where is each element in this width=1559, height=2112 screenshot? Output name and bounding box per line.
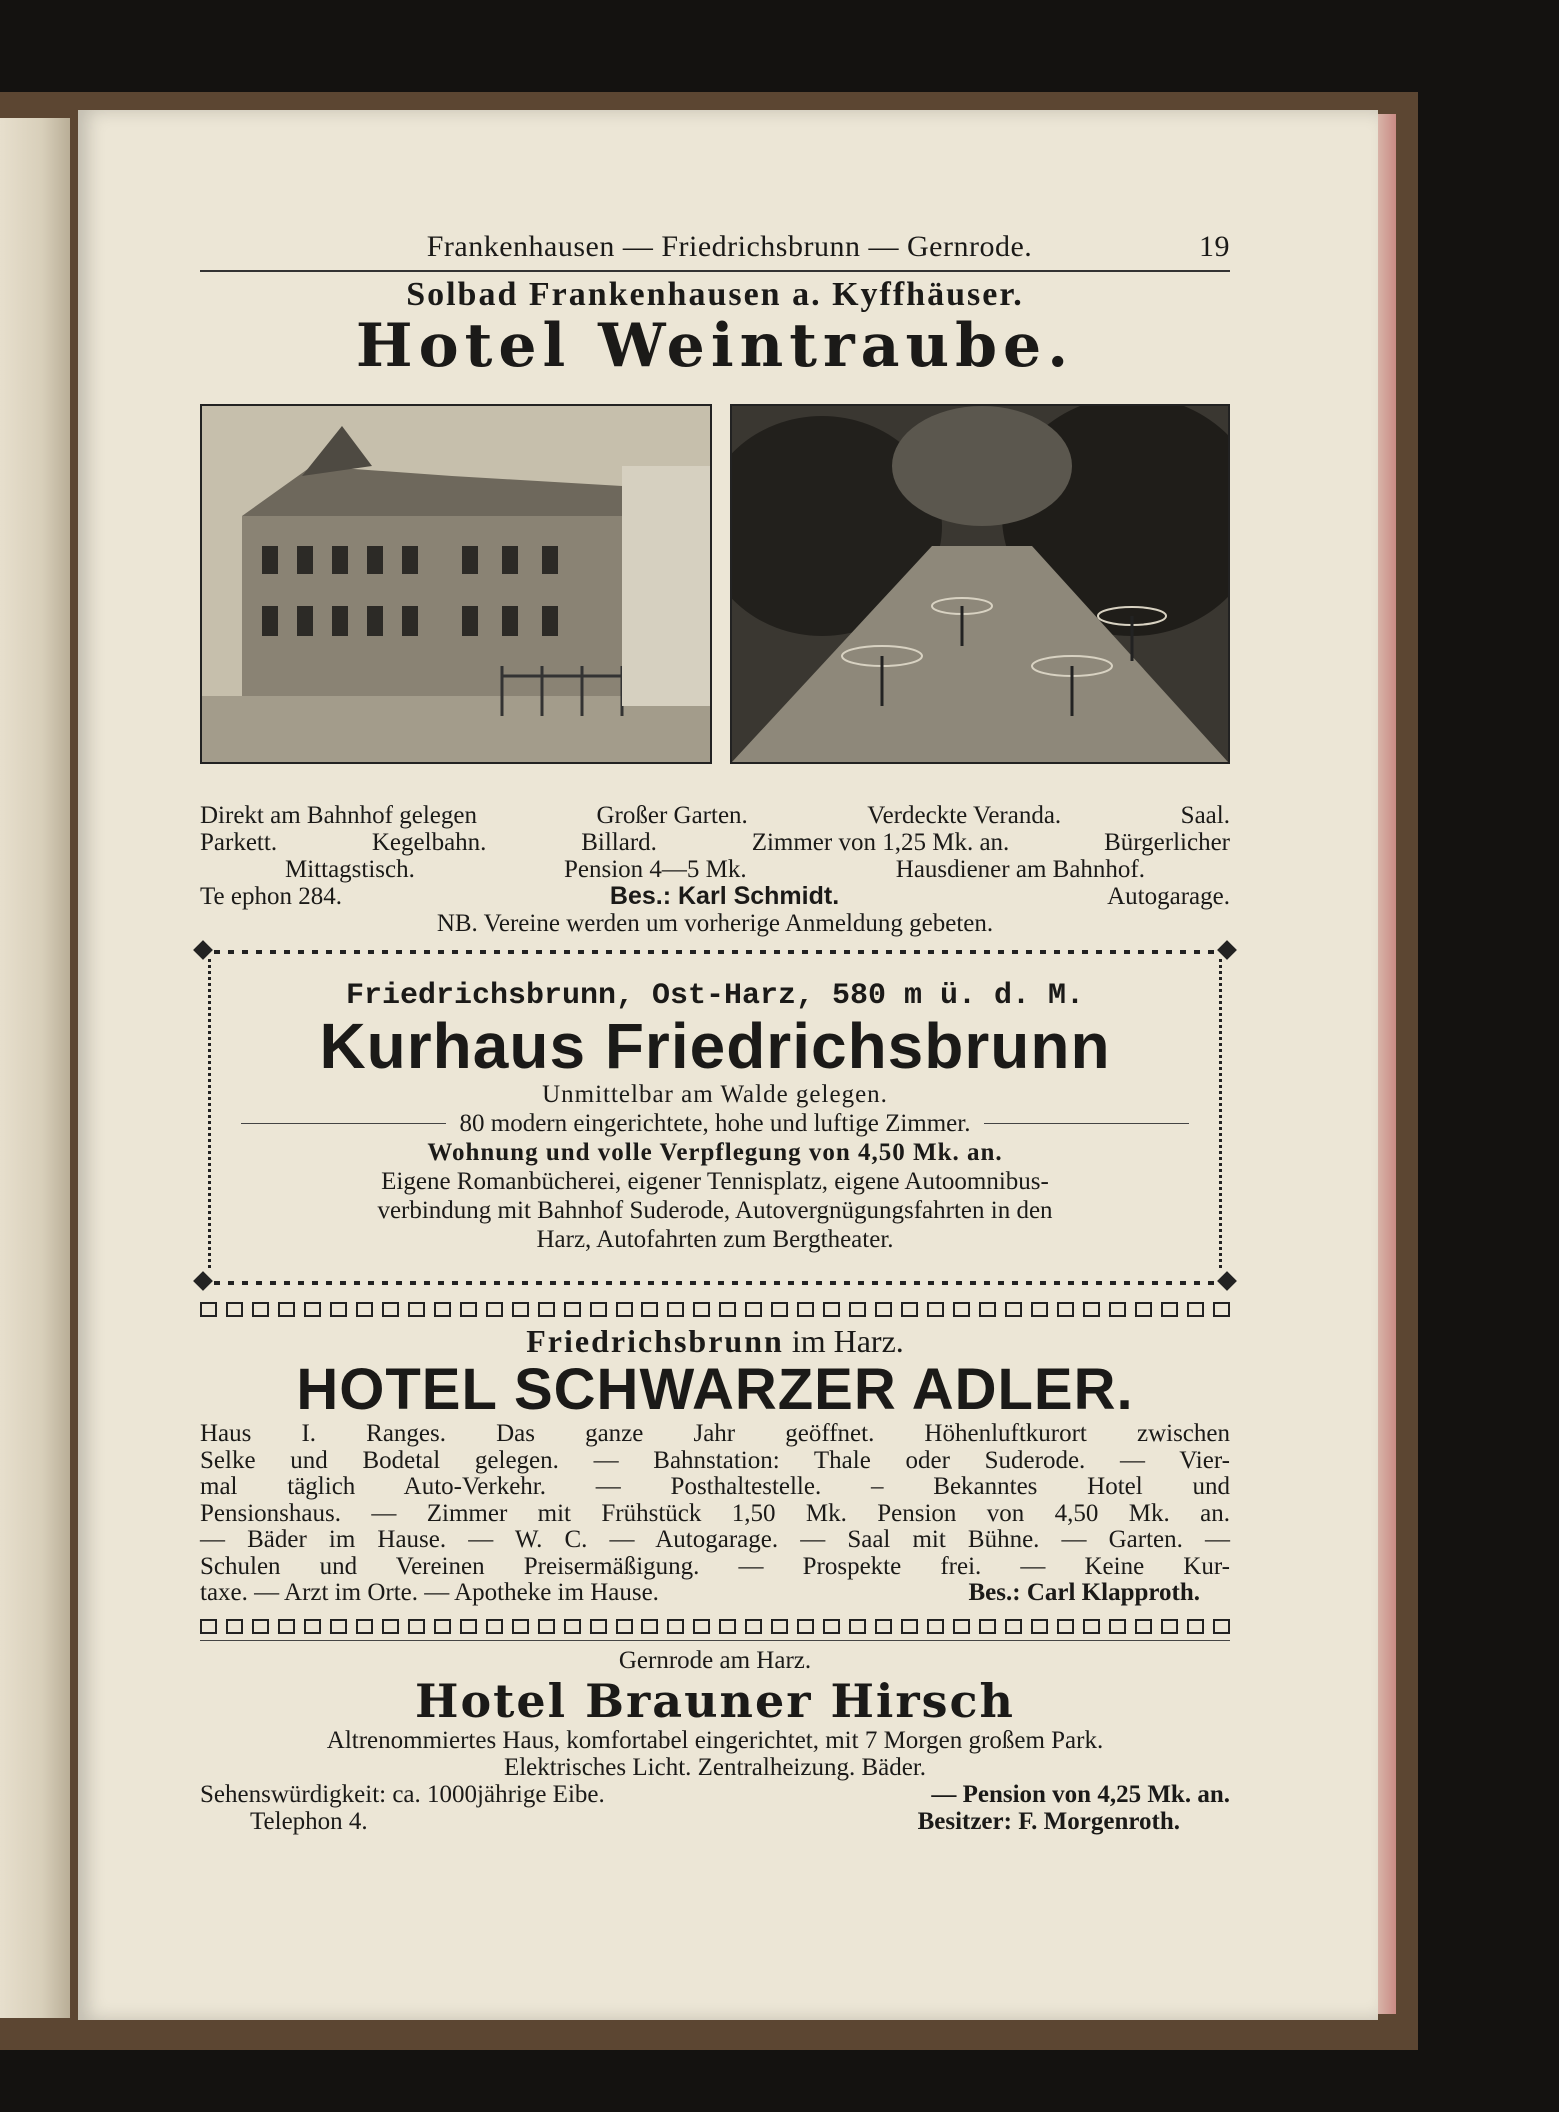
square-ornament — [330, 1619, 347, 1634]
square-ornament — [1135, 1619, 1152, 1634]
square-ornament — [979, 1619, 996, 1634]
square-ornament — [278, 1619, 295, 1634]
owner-text: Besitzer: F. Morgenroth. — [917, 1808, 1180, 1836]
text-fragment: Kegelbahn. — [371, 829, 487, 856]
page-number: 19 — [1199, 230, 1230, 263]
square-ornament — [745, 1619, 762, 1634]
square-ornament — [512, 1619, 529, 1634]
square-ornament — [979, 1302, 996, 1317]
square-ornament — [330, 1302, 347, 1317]
square-ornament — [667, 1302, 684, 1317]
square-ornament — [200, 1302, 217, 1317]
square-ornament — [382, 1302, 399, 1317]
square-ornament — [278, 1302, 295, 1317]
text-fragment: Pension 4—5 Mk. — [563, 856, 747, 883]
body-line: — Bäder im Hause. — W. C. — Autogarage. — Saal mit Bühne. — Garten. — — [200, 1526, 1230, 1554]
text-fragment: Billard. — [581, 829, 657, 856]
square-ornament — [538, 1302, 555, 1317]
square-ornament — [693, 1302, 710, 1317]
square-ornament — [823, 1619, 840, 1634]
text-fragment: Zimmer von 1,25 Mk. an. — [751, 829, 1010, 856]
ad-hirsch-body — [200, 1727, 1230, 1835]
garden-photo — [730, 404, 1230, 764]
square-ornament — [771, 1619, 788, 1634]
body-line: Harz, Autofahrten zum Bergtheater. — [536, 1226, 894, 1254]
ad-weintraube-subtitle: Solbad Frankenhausen a. Kyffhäuser. — [406, 276, 1024, 313]
ad-kurhaus — [208, 959, 1222, 1268]
body-line: verbindung mit Bahnhof Suderode, Autovergnügungsfahrten in den — [377, 1197, 1053, 1225]
square-ornament — [1109, 1302, 1126, 1317]
body-line: Eigene Romanbücherei, eigener Tennisplatz, eigene Autoomnibus- — [381, 1168, 1049, 1196]
square-ornament — [927, 1619, 944, 1634]
square-ornament — [667, 1619, 684, 1634]
square-ornament — [434, 1619, 451, 1634]
square-ornament — [875, 1302, 892, 1317]
body-line: Elektrisches Licht. Zentralheizung. Bäder. — [503, 1754, 927, 1782]
rule — [984, 1123, 1189, 1124]
text-fragment: Hausdiener am Bahnhof. — [895, 856, 1145, 883]
ad-weintraube-line-3 — [200, 856, 1230, 883]
square-ornament — [616, 1302, 633, 1317]
square-ornament — [1213, 1302, 1230, 1317]
square-ornament — [356, 1619, 373, 1634]
page-edge — [1378, 114, 1396, 2014]
square-ornament — [849, 1619, 866, 1634]
body-line: Sehenswürdigkeit: ca. 1000jährige Eibe. — [200, 1781, 605, 1809]
square-ornament — [953, 1302, 970, 1317]
ad-adler-region: im Harz. — [791, 1323, 904, 1360]
ad-hirsch-title: Hotel Brauner Hirsch — [415, 1673, 1015, 1728]
square-ornament — [1005, 1619, 1022, 1634]
body-line: Pensionshaus. — Zimmer mit Frühstück 1,50 Mk. Pension von 4,50 Mk. an. — [200, 1499, 1230, 1527]
ad-hirsch-line-4 — [200, 1808, 1230, 1835]
ad-adler — [200, 1323, 1230, 1606]
square-ornament — [771, 1302, 788, 1317]
ad-kurhaus-body — [241, 1167, 1189, 1254]
square-ornament — [1057, 1619, 1074, 1634]
square-ornament — [1083, 1619, 1100, 1634]
square-ornament — [1109, 1619, 1126, 1634]
square-ornament — [460, 1302, 477, 1317]
price-text: — Pension von 4,25 Mk. an. — [931, 1781, 1230, 1809]
text-fragment: Bürgerlicher — [1104, 829, 1230, 856]
square-ornament — [226, 1619, 243, 1634]
square-ornament — [849, 1302, 866, 1317]
body-line: Haus I. Ranges. Das ganze Jahr geöffnet. Höhenluftkurort zwischen — [200, 1420, 1230, 1448]
square-ornament — [875, 1619, 892, 1634]
ad-hirsch-line-3 — [200, 1781, 1230, 1808]
left-page-edge — [0, 118, 70, 2018]
square-ornament — [304, 1619, 321, 1634]
square-ornament — [486, 1619, 503, 1634]
square-ornament — [590, 1619, 607, 1634]
square-ornament — [1005, 1302, 1022, 1317]
ad-hirsch-subtitle: Gernrode am Harz. — [618, 1646, 812, 1674]
square-ornament — [382, 1619, 399, 1634]
square-ornament — [616, 1619, 633, 1634]
square-ornament — [745, 1302, 762, 1317]
square-ornament — [719, 1302, 736, 1317]
ad-adler-title: HOTEL SCHWARZER ADLER. — [296, 1357, 1134, 1423]
square-ornament — [1187, 1302, 1204, 1317]
ad-kurhaus-line-1: Unmittelbar am Walde gelegen. — [542, 1081, 888, 1109]
page-content — [200, 230, 1230, 1835]
text-fragment: Autogarage. — [1107, 883, 1230, 910]
square-ornament — [356, 1302, 373, 1317]
ad-weintraube — [200, 276, 1230, 937]
ornament-border-top — [200, 945, 1230, 959]
square-ornament — [304, 1302, 321, 1317]
ad-weintraube-title: Hotel Weintraube. — [355, 311, 1075, 381]
square-ornament — [590, 1302, 607, 1317]
square-ornament — [252, 1619, 269, 1634]
square-ornament — [953, 1619, 970, 1634]
ad-weintraube-note: NB. Vereine werden um vorherige Anmeldung gebeten. — [436, 910, 994, 937]
square-ornament — [1031, 1302, 1048, 1317]
square-ornament — [927, 1302, 944, 1317]
ad-weintraube-text — [200, 802, 1230, 937]
square-ornament — [901, 1619, 918, 1634]
square-ornament — [408, 1302, 425, 1317]
body-line: Selke und Bodetal gelegen. — Bahnstation: Thale oder Suderode. — Vier- — [200, 1446, 1230, 1474]
rooms-text: 80 modern eingerichtete, hohe und luftige Zimmer. — [459, 1110, 971, 1138]
square-ornament — [901, 1302, 918, 1317]
text-fragment: Saal. — [1180, 802, 1230, 829]
text-fragment: Großer Garten. — [596, 802, 748, 829]
square-ornament — [252, 1302, 269, 1317]
square-ornament — [512, 1302, 529, 1317]
body-line: Schulen und Vereinen Preisermäßigung. — Prospekte frei. — Keine Kur- — [200, 1552, 1230, 1580]
running-head-title: Frankenhausen — Friedrichsbrunn — Gernrode. — [426, 230, 1033, 263]
ad-adler-body — [200, 1421, 1230, 1607]
ad-kurhaus-title: Kurhaus Friedrichsbrunn — [319, 1010, 1111, 1082]
phone-text: Telephon 4. — [250, 1808, 368, 1836]
square-ornament — [434, 1302, 451, 1317]
square-ornament — [460, 1619, 477, 1634]
square-ornament — [226, 1302, 243, 1317]
ad-kurhaus-subtitle: Friedrichsbrunn, Ost-Harz, 580 m ü. d. M. — [345, 979, 1085, 1013]
ad-adler-last-line — [200, 1580, 1230, 1607]
ad-weintraube-line-1 — [200, 802, 1230, 829]
square-ornament — [1161, 1619, 1178, 1634]
ornament-border-bottom — [200, 1276, 1230, 1290]
hotel-building-photo — [200, 404, 712, 764]
body-line: Altrenommiertes Haus, komfortabel eingerichtet, mit 7 Morgen großem Park. — [326, 1727, 1104, 1755]
ad-adler-subtitle — [200, 1323, 1230, 1360]
square-border-bottom — [200, 1619, 1230, 1634]
square-ornament — [641, 1619, 658, 1634]
square-ornament — [1213, 1619, 1230, 1634]
square-ornament — [1083, 1302, 1100, 1317]
square-ornament — [1031, 1619, 1048, 1634]
rule — [241, 1123, 446, 1124]
text-fragment: Direkt am Bahnhof gelegen — [200, 802, 477, 829]
square-ornament — [200, 1619, 217, 1634]
ad-adler-town: Friedrichsbrunn — [526, 1323, 784, 1360]
square-ornament — [564, 1619, 581, 1634]
ad-weintraube-line-2 — [200, 829, 1230, 856]
ad-kurhaus-line-2 — [241, 1109, 1189, 1138]
owner-text: Bes.: Carl Klapproth. — [968, 1579, 1200, 1607]
square-ornament — [486, 1302, 503, 1317]
text-fragment: Mittagstisch. — [285, 856, 415, 883]
square-ornament — [564, 1302, 581, 1317]
body-line: taxe. — Arzt im Orte. — Apotheke im Hause. — [200, 1579, 659, 1607]
body-line: mal täglich Auto-Verkehr. — Posthaltestelle. – Bekanntes Hotel und — [200, 1473, 1230, 1501]
photo-row — [200, 404, 1230, 764]
square-ornament — [1187, 1619, 1204, 1634]
square-ornament — [823, 1302, 840, 1317]
owner-text: Bes.: Karl Schmidt. — [609, 882, 840, 910]
ad-weintraube-line-4 — [200, 883, 1230, 910]
square-ornament — [408, 1619, 425, 1634]
text-fragment: Parkett. — [200, 829, 278, 856]
square-border-top — [200, 1302, 1230, 1317]
square-ornament — [1057, 1302, 1074, 1317]
square-ornament — [1135, 1302, 1152, 1317]
ad-kurhaus-line-3: Wohnung und volle Verpflegung von 4,50 Mk. an. — [427, 1139, 1003, 1167]
square-ornament — [1161, 1302, 1178, 1317]
ad-hirsch — [200, 1640, 1230, 1836]
square-ornament — [693, 1619, 710, 1634]
running-head — [200, 230, 1230, 272]
text-fragment: Verdeckte Veranda. — [867, 802, 1062, 829]
square-ornament — [641, 1302, 658, 1317]
phone-text: Te ephon 284. — [200, 883, 342, 910]
square-ornament — [538, 1619, 555, 1634]
square-ornament — [797, 1619, 814, 1634]
square-ornament — [797, 1302, 814, 1317]
square-ornament — [719, 1619, 736, 1634]
